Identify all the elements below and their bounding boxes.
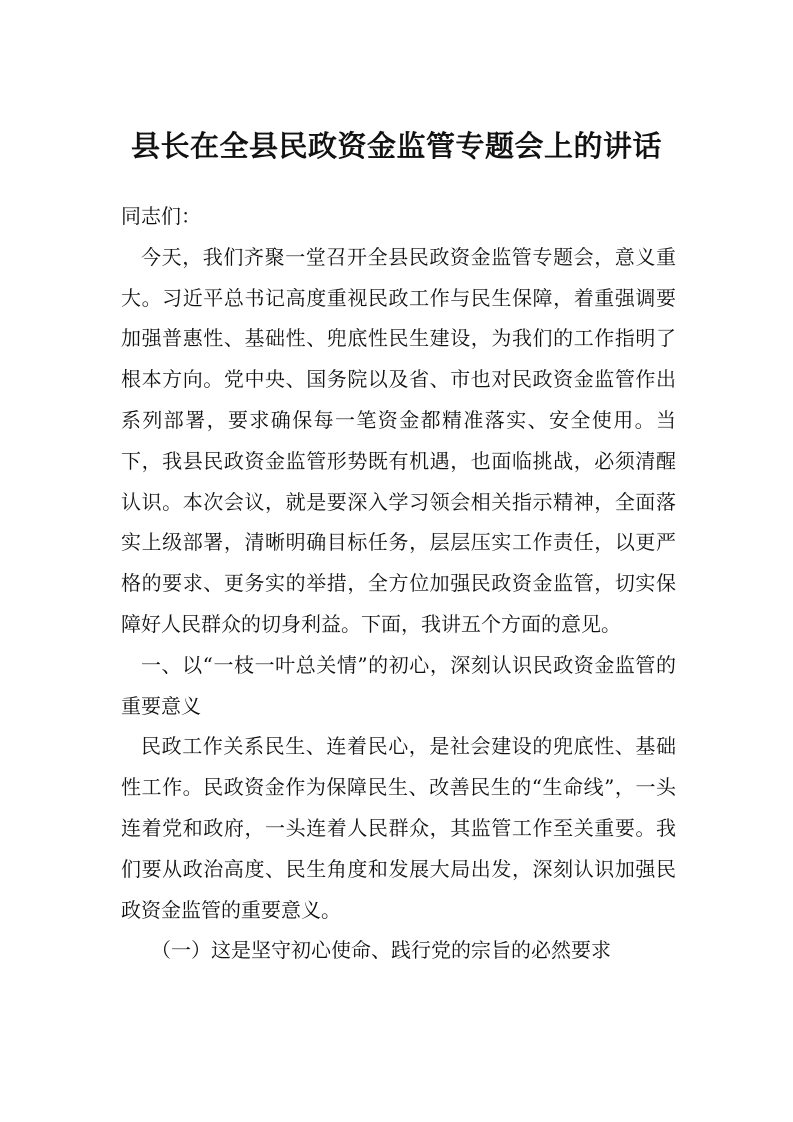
intro-paragraph: 今天，我们齐聚一堂召开全县民政资金监管专题会，意义重大。习近平总书记高度重视民政工作与民生保障，着重强调要加强普惠性、基础性、兜底性民生建设，为我们的工作指明了根本方向。党中央、国务院以及省、市也对民政资金监管作出系列部署，要求确保每一笔资金都精准落实、安全使用。当下，我县民政资金监管形势既有机遇，也面临挑战，必须清醒认识。本次会议，就是要深入学习领会相关指示精神，全面落实上级部署，清晰明确目标任务，层层压实工作责任，以更严格的要求、更务实的举措，全方位加强民政资金监管，切实保障好人民群众的切身利益。下面，我讲五个方面的意见。: [121, 244, 676, 636]
document-title: 县长在全县民政资金监管专题会上的讲话: [130, 129, 662, 163]
subsection-heading: （一）这是坚守初心使命、践行党的宗旨的必然要求: [151, 938, 611, 963]
salutation: 同志们：: [121, 204, 201, 228]
section-paragraph: 民政工作关系民生、连着民心，是社会建设的兜底性、基础性工作。民政资金作为保障民生、改善民生的“生命线”，一头连着党和政府，一头连着人民群众，其监管工作至关重要。我们要从政治高度、民生角度和发展大局出发，深刻认识加强民政资金监管的重要意义。: [121, 734, 676, 922]
document-body: [121, 196, 676, 971]
section-heading: 一、以“一枝一叶总关情”的初心，深刻认识民政资金监管的重要意义: [121, 652, 676, 718]
